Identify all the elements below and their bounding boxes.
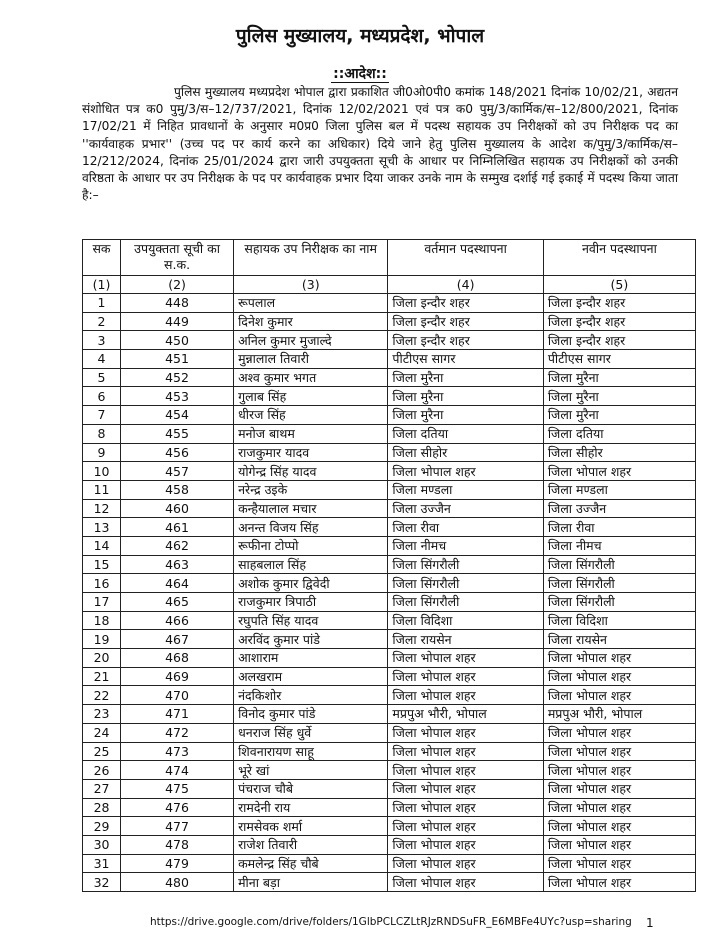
list-number-cell: 454 [121, 406, 234, 425]
column-number: (3) [234, 276, 388, 294]
new-posting-cell: जिला भोपाल शहर [543, 854, 695, 873]
name-cell: आशाराम [234, 649, 388, 668]
list-number-cell: 476 [121, 798, 234, 817]
new-posting-cell: जिला सिंगरौली [543, 555, 695, 574]
serial-cell: 30 [83, 835, 121, 854]
serial-cell: 17 [83, 593, 121, 612]
drive-link[interactable]: https://drive.google.com/drive/folders/1GlbPCLCZLtRJzRNDSuFR_E6MBFe4UYc?usp=sharing [150, 916, 632, 928]
list-number-cell: 453 [121, 387, 234, 406]
list-number-cell: 461 [121, 518, 234, 537]
header-name: सहायक उप निरीक्षक का नाम [234, 240, 388, 276]
current-posting-cell: जिला भोपाल शहर [388, 854, 543, 873]
serial-cell: 21 [83, 667, 121, 686]
table-row [83, 518, 696, 537]
current-posting-cell: जिला उज्जैन [388, 499, 543, 518]
name-cell: दिनेश कुमार [234, 312, 388, 331]
new-posting-cell: जिला विदिशा [543, 611, 695, 630]
name-cell: रामसेवक शर्मा [234, 817, 388, 836]
table-row [83, 350, 696, 369]
order-heading [0, 64, 720, 83]
serial-cell: 31 [83, 854, 121, 873]
serial-cell: 2 [83, 312, 121, 331]
table-header-row [83, 240, 696, 276]
list-number-cell: 466 [121, 611, 234, 630]
current-posting-cell: जिला सिंगरौली [388, 593, 543, 612]
new-posting-cell: जिला मुरैना [543, 387, 695, 406]
header-list-number: उपयुक्तता सूची का स.क. [121, 240, 234, 276]
list-number-cell: 479 [121, 854, 234, 873]
table-row [83, 480, 696, 499]
table-column-number-row [83, 276, 696, 294]
table-row [83, 294, 696, 313]
current-posting-cell: जिला भोपाल शहर [388, 462, 543, 481]
list-number-cell: 456 [121, 443, 234, 462]
table-row [83, 406, 696, 425]
name-cell: शिवनारायण साहू [234, 742, 388, 761]
page-number: 1 [646, 916, 654, 930]
name-cell: मनोज बाथम [234, 424, 388, 443]
name-cell: रूफीना टोप्पो [234, 536, 388, 555]
serial-cell: 26 [83, 761, 121, 780]
current-posting-cell: जिला रायसेन [388, 630, 543, 649]
new-posting-cell: जिला नीमच [543, 536, 695, 555]
list-number-cell: 473 [121, 742, 234, 761]
current-posting-cell: जिला इन्दौर शहर [388, 331, 543, 350]
table-row [83, 817, 696, 836]
table-row [83, 835, 696, 854]
name-cell: राजकुमार त्रिपाठी [234, 593, 388, 612]
name-cell: अनन्त विजय सिंह [234, 518, 388, 537]
list-number-cell: 471 [121, 705, 234, 724]
name-cell: अश्व कुमार भगत [234, 368, 388, 387]
serial-cell: 1 [83, 294, 121, 313]
table-row [83, 443, 696, 462]
current-posting-cell: जिला मुरैना [388, 387, 543, 406]
new-posting-cell: जिला सिंगरौली [543, 593, 695, 612]
list-number-cell: 455 [121, 424, 234, 443]
serial-cell: 8 [83, 424, 121, 443]
list-number-cell: 462 [121, 536, 234, 555]
table-row [83, 331, 696, 350]
table-row [83, 798, 696, 817]
name-cell: रामदेनी राय [234, 798, 388, 817]
current-posting-cell: पीटीएस सागर [388, 350, 543, 369]
table-row [83, 649, 696, 668]
list-number-cell: 475 [121, 779, 234, 798]
new-posting-cell: जिला भोपाल शहर [543, 462, 695, 481]
serial-cell: 20 [83, 649, 121, 668]
serial-cell: 19 [83, 630, 121, 649]
table-row [83, 761, 696, 780]
name-cell: मीना बड़ा [234, 873, 388, 892]
serial-cell: 11 [83, 480, 121, 499]
new-posting-cell: जिला उज्जैन [543, 499, 695, 518]
new-posting-cell: जिला रायसेन [543, 630, 695, 649]
table-row [83, 630, 696, 649]
table-row [83, 574, 696, 593]
table-row [83, 368, 696, 387]
list-number-cell: 460 [121, 499, 234, 518]
table-row [83, 723, 696, 742]
table-row [83, 779, 696, 798]
current-posting-cell: जिला सिंगरौली [388, 555, 543, 574]
order-heading-text: ::आदेश:: [333, 66, 387, 82]
table-row [83, 536, 696, 555]
table-row [83, 424, 696, 443]
list-number-cell: 465 [121, 593, 234, 612]
serial-cell: 22 [83, 686, 121, 705]
name-cell: रूपलाल [234, 294, 388, 313]
new-posting-cell: जिला रीवा [543, 518, 695, 537]
table-row [83, 667, 696, 686]
page-title: पुलिस मुख्यालय, मध्यप्रदेश, भोपाल [235, 25, 485, 47]
current-posting-cell: जिला मुरैना [388, 406, 543, 425]
list-number-cell: 450 [121, 331, 234, 350]
list-number-cell: 469 [121, 667, 234, 686]
new-posting-cell: पीटीएस सागर [543, 350, 695, 369]
name-cell: पंचराज चौबे [234, 779, 388, 798]
name-cell: राजेश तिवारी [234, 835, 388, 854]
list-number-cell: 470 [121, 686, 234, 705]
current-posting-cell: जिला विदिशा [388, 611, 543, 630]
current-posting-cell: जिला इन्दौर शहर [388, 312, 543, 331]
list-number-cell: 480 [121, 873, 234, 892]
current-posting-cell: जिला इन्दौर शहर [388, 294, 543, 313]
list-number-cell: 464 [121, 574, 234, 593]
table-row [83, 873, 696, 892]
header-new-posting: नवीन पदस्थापना [543, 240, 695, 276]
new-posting-cell: जिला इन्दौर शहर [543, 312, 695, 331]
serial-cell: 16 [83, 574, 121, 593]
serial-cell: 7 [83, 406, 121, 425]
name-cell: अरविंद कुमार पांडे [234, 630, 388, 649]
serial-cell: 32 [83, 873, 121, 892]
serial-cell: 12 [83, 499, 121, 518]
list-number-cell: 457 [121, 462, 234, 481]
list-number-cell: 449 [121, 312, 234, 331]
current-posting-cell: जिला दतिया [388, 424, 543, 443]
list-number-cell: 468 [121, 649, 234, 668]
name-cell: राजकुमार यादव [234, 443, 388, 462]
current-posting-cell: जिला मण्डला [388, 480, 543, 499]
name-cell: कमलेन्द्र सिंह चौबे [234, 854, 388, 873]
new-posting-cell: जिला भोपाल शहर [543, 798, 695, 817]
serial-cell: 5 [83, 368, 121, 387]
new-posting-cell: जिला इन्दौर शहर [543, 294, 695, 313]
current-posting-cell: मप्रपुअ भौरी, भोपाल [388, 705, 543, 724]
table-row [83, 555, 696, 574]
header-current-posting: वर्तमान पदस्थापना [388, 240, 543, 276]
current-posting-cell: जिला भोपाल शहर [388, 779, 543, 798]
column-number: (2) [121, 276, 234, 294]
serial-cell: 28 [83, 798, 121, 817]
new-posting-cell: जिला भोपाल शहर [543, 649, 695, 668]
table-row [83, 686, 696, 705]
new-posting-cell: जिला मुरैना [543, 406, 695, 425]
list-number-cell: 474 [121, 761, 234, 780]
list-number-cell: 463 [121, 555, 234, 574]
new-posting-cell: जिला सिंगरौली [543, 574, 695, 593]
serial-cell: 24 [83, 723, 121, 742]
header-serial: सक [83, 240, 121, 276]
list-number-cell: 452 [121, 368, 234, 387]
serial-cell: 18 [83, 611, 121, 630]
current-posting-cell: जिला भोपाल शहर [388, 798, 543, 817]
name-cell: गुलाब सिंह [234, 387, 388, 406]
list-number-cell: 448 [121, 294, 234, 313]
name-cell: साहबलाल सिंह [234, 555, 388, 574]
current-posting-cell: जिला भोपाल शहर [388, 686, 543, 705]
serial-cell: 3 [83, 331, 121, 350]
new-posting-cell: मप्रपुअ भौरी, भोपाल [543, 705, 695, 724]
current-posting-cell: जिला भोपाल शहर [388, 649, 543, 668]
serial-cell: 15 [83, 555, 121, 574]
list-number-cell: 467 [121, 630, 234, 649]
table-row [83, 742, 696, 761]
current-posting-cell: जिला भोपाल शहर [388, 835, 543, 854]
serial-cell: 14 [83, 536, 121, 555]
column-number: (4) [388, 276, 543, 294]
name-cell: अशोक कुमार द्विवेदी [234, 574, 388, 593]
current-posting-cell: जिला सिंगरौली [388, 574, 543, 593]
serial-cell: 9 [83, 443, 121, 462]
new-posting-cell: जिला भोपाल शहर [543, 873, 695, 892]
new-posting-cell: जिला भोपाल शहर [543, 686, 695, 705]
serial-cell: 6 [83, 387, 121, 406]
name-cell: अनिल कुमार मुजाल्दे [234, 331, 388, 350]
table-row [83, 593, 696, 612]
table-row [83, 499, 696, 518]
name-cell: विनोद कुमार पांडे [234, 705, 388, 724]
current-posting-cell: जिला भोपाल शहर [388, 761, 543, 780]
new-posting-cell: जिला मण्डला [543, 480, 695, 499]
list-number-cell: 451 [121, 350, 234, 369]
list-number-cell: 477 [121, 817, 234, 836]
order-paragraph: पुलिस मुख्यालय मध्यप्रदेश भोपाल द्वारा प्रकाशित जी0ओ0पी0 कमांक 148/2021 दिनांक 10/02/21, अद्यतन संशोधित पत्र क0 पुमु/3/स–12/737/2021, दिनांक 12/02/2021 एवं पत्र क0 पुमु/3/कार्मिक/स–12/800/2021, दिनांक 17/02/21 में निहित प्रावधानों के अनुसार म0प्र0 जिला पुलिस बल में पदस्थ सहायक उप निरीक्षकों को उप निरीक्षक पद का ''कार्यवाहक प्रभार'' (उच्च पद पर कार्य करने का अधिकार) दिये जाने हेतु पुलिस मुख्यालय के आदेश क/पुमु/3/कार्मिक/स–12/212/2024, दिनांक 25/01/2024 द्वारा जारी उपयुक्तता सूची के आधार पर निम्निलिखित सहायक उप निरीक्षकों को उनकी वरिष्ठता के आधार पर उप निरीक्षक के पद पर कार्यवाहक प्रभार दिया जाकर उनके नाम के सम्मुख दर्शाई गई इकाई में पदस्थ किया जाता है:– [82, 85, 678, 203]
serial-cell: 23 [83, 705, 121, 724]
serial-cell: 27 [83, 779, 121, 798]
new-posting-cell: जिला भोपाल शहर [543, 761, 695, 780]
table-row [83, 387, 696, 406]
name-cell: रघुपति सिंह यादव [234, 611, 388, 630]
current-posting-cell: जिला नीमच [388, 536, 543, 555]
current-posting-cell: जिला भोपाल शहर [388, 742, 543, 761]
current-posting-cell: जिला भोपाल शहर [388, 723, 543, 742]
new-posting-cell: जिला दतिया [543, 424, 695, 443]
list-number-cell: 478 [121, 835, 234, 854]
name-cell: कन्हैयालाल मचार [234, 499, 388, 518]
name-cell: अलखराम [234, 667, 388, 686]
new-posting-cell: जिला भोपाल शहर [543, 723, 695, 742]
list-number-cell: 458 [121, 480, 234, 499]
serial-cell: 13 [83, 518, 121, 537]
name-cell: धनराज सिंह धुर्वे [234, 723, 388, 742]
list-number-cell: 472 [121, 723, 234, 742]
current-posting-cell: जिला रीवा [388, 518, 543, 537]
current-posting-cell: जिला भोपाल शहर [388, 873, 543, 892]
name-cell: धीरज सिंह [234, 406, 388, 425]
new-posting-cell: जिला मुरैना [543, 368, 695, 387]
new-posting-cell: जिला भोपाल शहर [543, 835, 695, 854]
name-cell: मुन्नालाल तिवारी [234, 350, 388, 369]
serial-cell: 25 [83, 742, 121, 761]
new-posting-cell: जिला सीहोर [543, 443, 695, 462]
serial-cell: 10 [83, 462, 121, 481]
name-cell: नंदकिशोर [234, 686, 388, 705]
current-posting-cell: जिला मुरैना [388, 368, 543, 387]
serial-cell: 4 [83, 350, 121, 369]
name-cell: नरेन्द्र उइके [234, 480, 388, 499]
new-posting-cell: जिला भोपाल शहर [543, 817, 695, 836]
serial-cell: 29 [83, 817, 121, 836]
table-body [83, 294, 696, 892]
new-posting-cell: जिला भोपाल शहर [543, 742, 695, 761]
column-number: (1) [83, 276, 121, 294]
table-row [83, 705, 696, 724]
table-row [83, 611, 696, 630]
posting-table [82, 239, 696, 892]
new-posting-cell: जिला इन्दौर शहर [543, 331, 695, 350]
name-cell: योगेन्द्र सिंह यादव [234, 462, 388, 481]
table-row [83, 462, 696, 481]
name-cell: भूरे खां [234, 761, 388, 780]
current-posting-cell: जिला भोपाल शहर [388, 817, 543, 836]
column-number: (5) [543, 276, 695, 294]
current-posting-cell: जिला सीहोर [388, 443, 543, 462]
table-row [83, 854, 696, 873]
current-posting-cell: जिला भोपाल शहर [388, 667, 543, 686]
new-posting-cell: जिला भोपाल शहर [543, 667, 695, 686]
new-posting-cell: जिला भोपाल शहर [543, 779, 695, 798]
table-row [83, 312, 696, 331]
